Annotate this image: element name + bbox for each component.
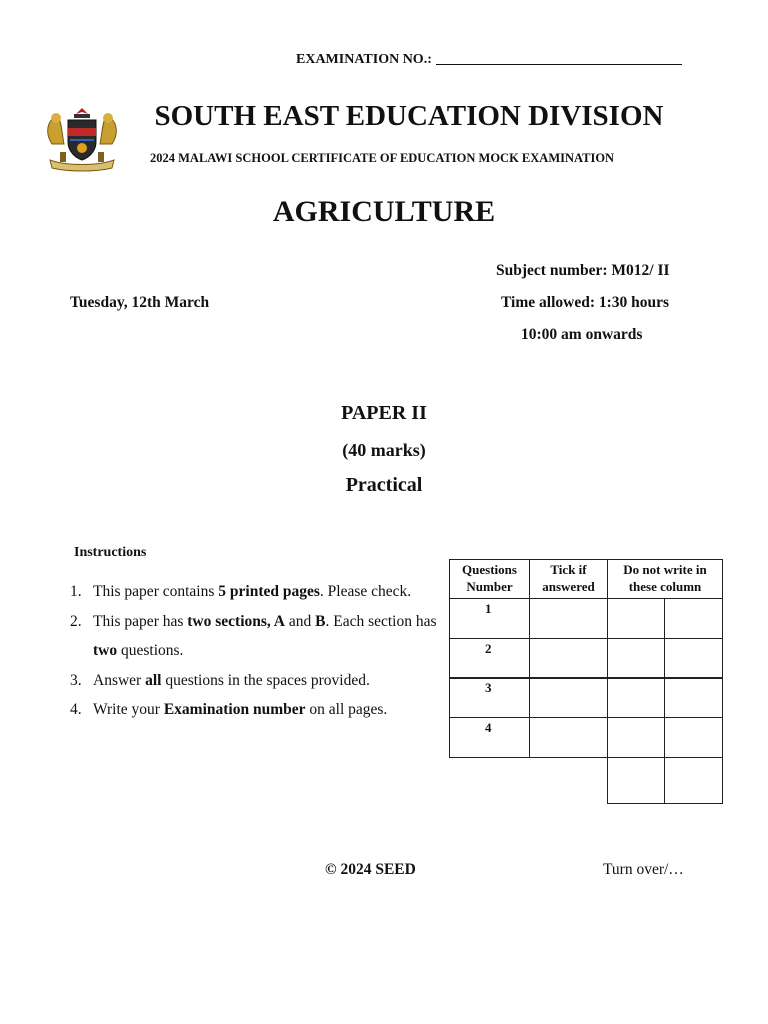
instruction-text (93, 695, 450, 725)
instruction-text (93, 607, 450, 666)
examination-number-label: EXAMINATION NO.: (296, 52, 432, 67)
copyright: © 2024 SEED (325, 861, 416, 878)
instructions-list (70, 577, 450, 725)
examiner-cell (607, 638, 665, 679)
instruction-run: questions. (117, 642, 184, 659)
examiner-cell (607, 717, 665, 758)
instruction-number: 1. (70, 583, 82, 600)
instruction-item (70, 666, 450, 696)
instruction-run: questions in the spaces provided. (161, 671, 370, 689)
start-time: 10:00 am onwards (521, 326, 643, 343)
paper-marks: (40 marks) (342, 440, 426, 460)
subject-number: Subject number: M012/ II (496, 262, 670, 279)
instruction-run: on all pages. (305, 701, 388, 718)
instruction-run: Write your (93, 701, 164, 718)
instruction-emphasis: all (145, 671, 162, 689)
header-tick-if-answered: Tick if answered (529, 559, 608, 599)
examiner-total-cell (607, 757, 665, 804)
instruction-run: Answer (93, 671, 146, 689)
instruction-emphasis: Examination number (163, 701, 306, 718)
tick-cell[interactable] (529, 717, 608, 758)
time-allowed: Time allowed: 1:30 hours (501, 294, 670, 311)
examiner-cell (664, 717, 723, 758)
instruction-item (70, 695, 450, 725)
examiner-cell (664, 598, 723, 639)
instructions-heading: Instructions (74, 545, 147, 560)
examiner-cell (607, 598, 665, 639)
instruction-run: . Please check. (319, 583, 412, 600)
exam-subtitle: 2024 MALAWI SCHOOL CERTIFICATE OF EDUCATION MOCK EXAMINATION (150, 151, 615, 165)
instruction-number: 4. (70, 701, 82, 718)
examiner-cell (664, 638, 723, 679)
question-number-cell: 2 (449, 638, 530, 679)
examination-number-line[interactable] (436, 52, 682, 65)
examiner-cell (607, 677, 665, 718)
header-questions-number: Questions Number (449, 559, 530, 599)
subject-title: AGRICULTURE (272, 195, 496, 228)
tick-cell[interactable] (529, 677, 608, 718)
instruction-text (93, 666, 450, 696)
instruction-item (70, 577, 450, 607)
paper-type: Practical (345, 474, 423, 496)
instruction-text (93, 577, 450, 607)
examiner-cell (664, 677, 723, 718)
instruction-emphasis: two sections, A (187, 612, 285, 630)
examination-number-field (296, 52, 682, 68)
instruction-number: 2. (70, 612, 82, 630)
tick-cell[interactable] (529, 598, 608, 639)
header-do-not-write: Do not write in these column (607, 559, 723, 599)
instruction-run: and (285, 612, 316, 630)
instruction-emphasis: 5 printed pages (218, 583, 320, 600)
question-number-cell: 4 (449, 717, 530, 758)
turn-over: Turn over/… (603, 861, 684, 878)
question-number-cell: 3 (449, 677, 530, 718)
instruction-item (70, 607, 450, 666)
instruction-run: This paper has (93, 612, 188, 630)
paper-title: PAPER II (341, 402, 427, 424)
question-number-cell: 1 (449, 598, 530, 639)
instruction-run: . Each section has (325, 612, 437, 630)
examiner-total-cell (664, 757, 723, 804)
instruction-number: 3. (70, 671, 82, 689)
instruction-run: This paper contains (93, 583, 219, 600)
tick-cell[interactable] (529, 638, 608, 679)
exam-date: Tuesday, 12th March (70, 294, 210, 311)
division-title: SOUTH EAST EDUCATION DIVISION (154, 100, 664, 132)
instruction-emphasis: two (93, 642, 118, 659)
instruction-emphasis: B (315, 612, 326, 630)
